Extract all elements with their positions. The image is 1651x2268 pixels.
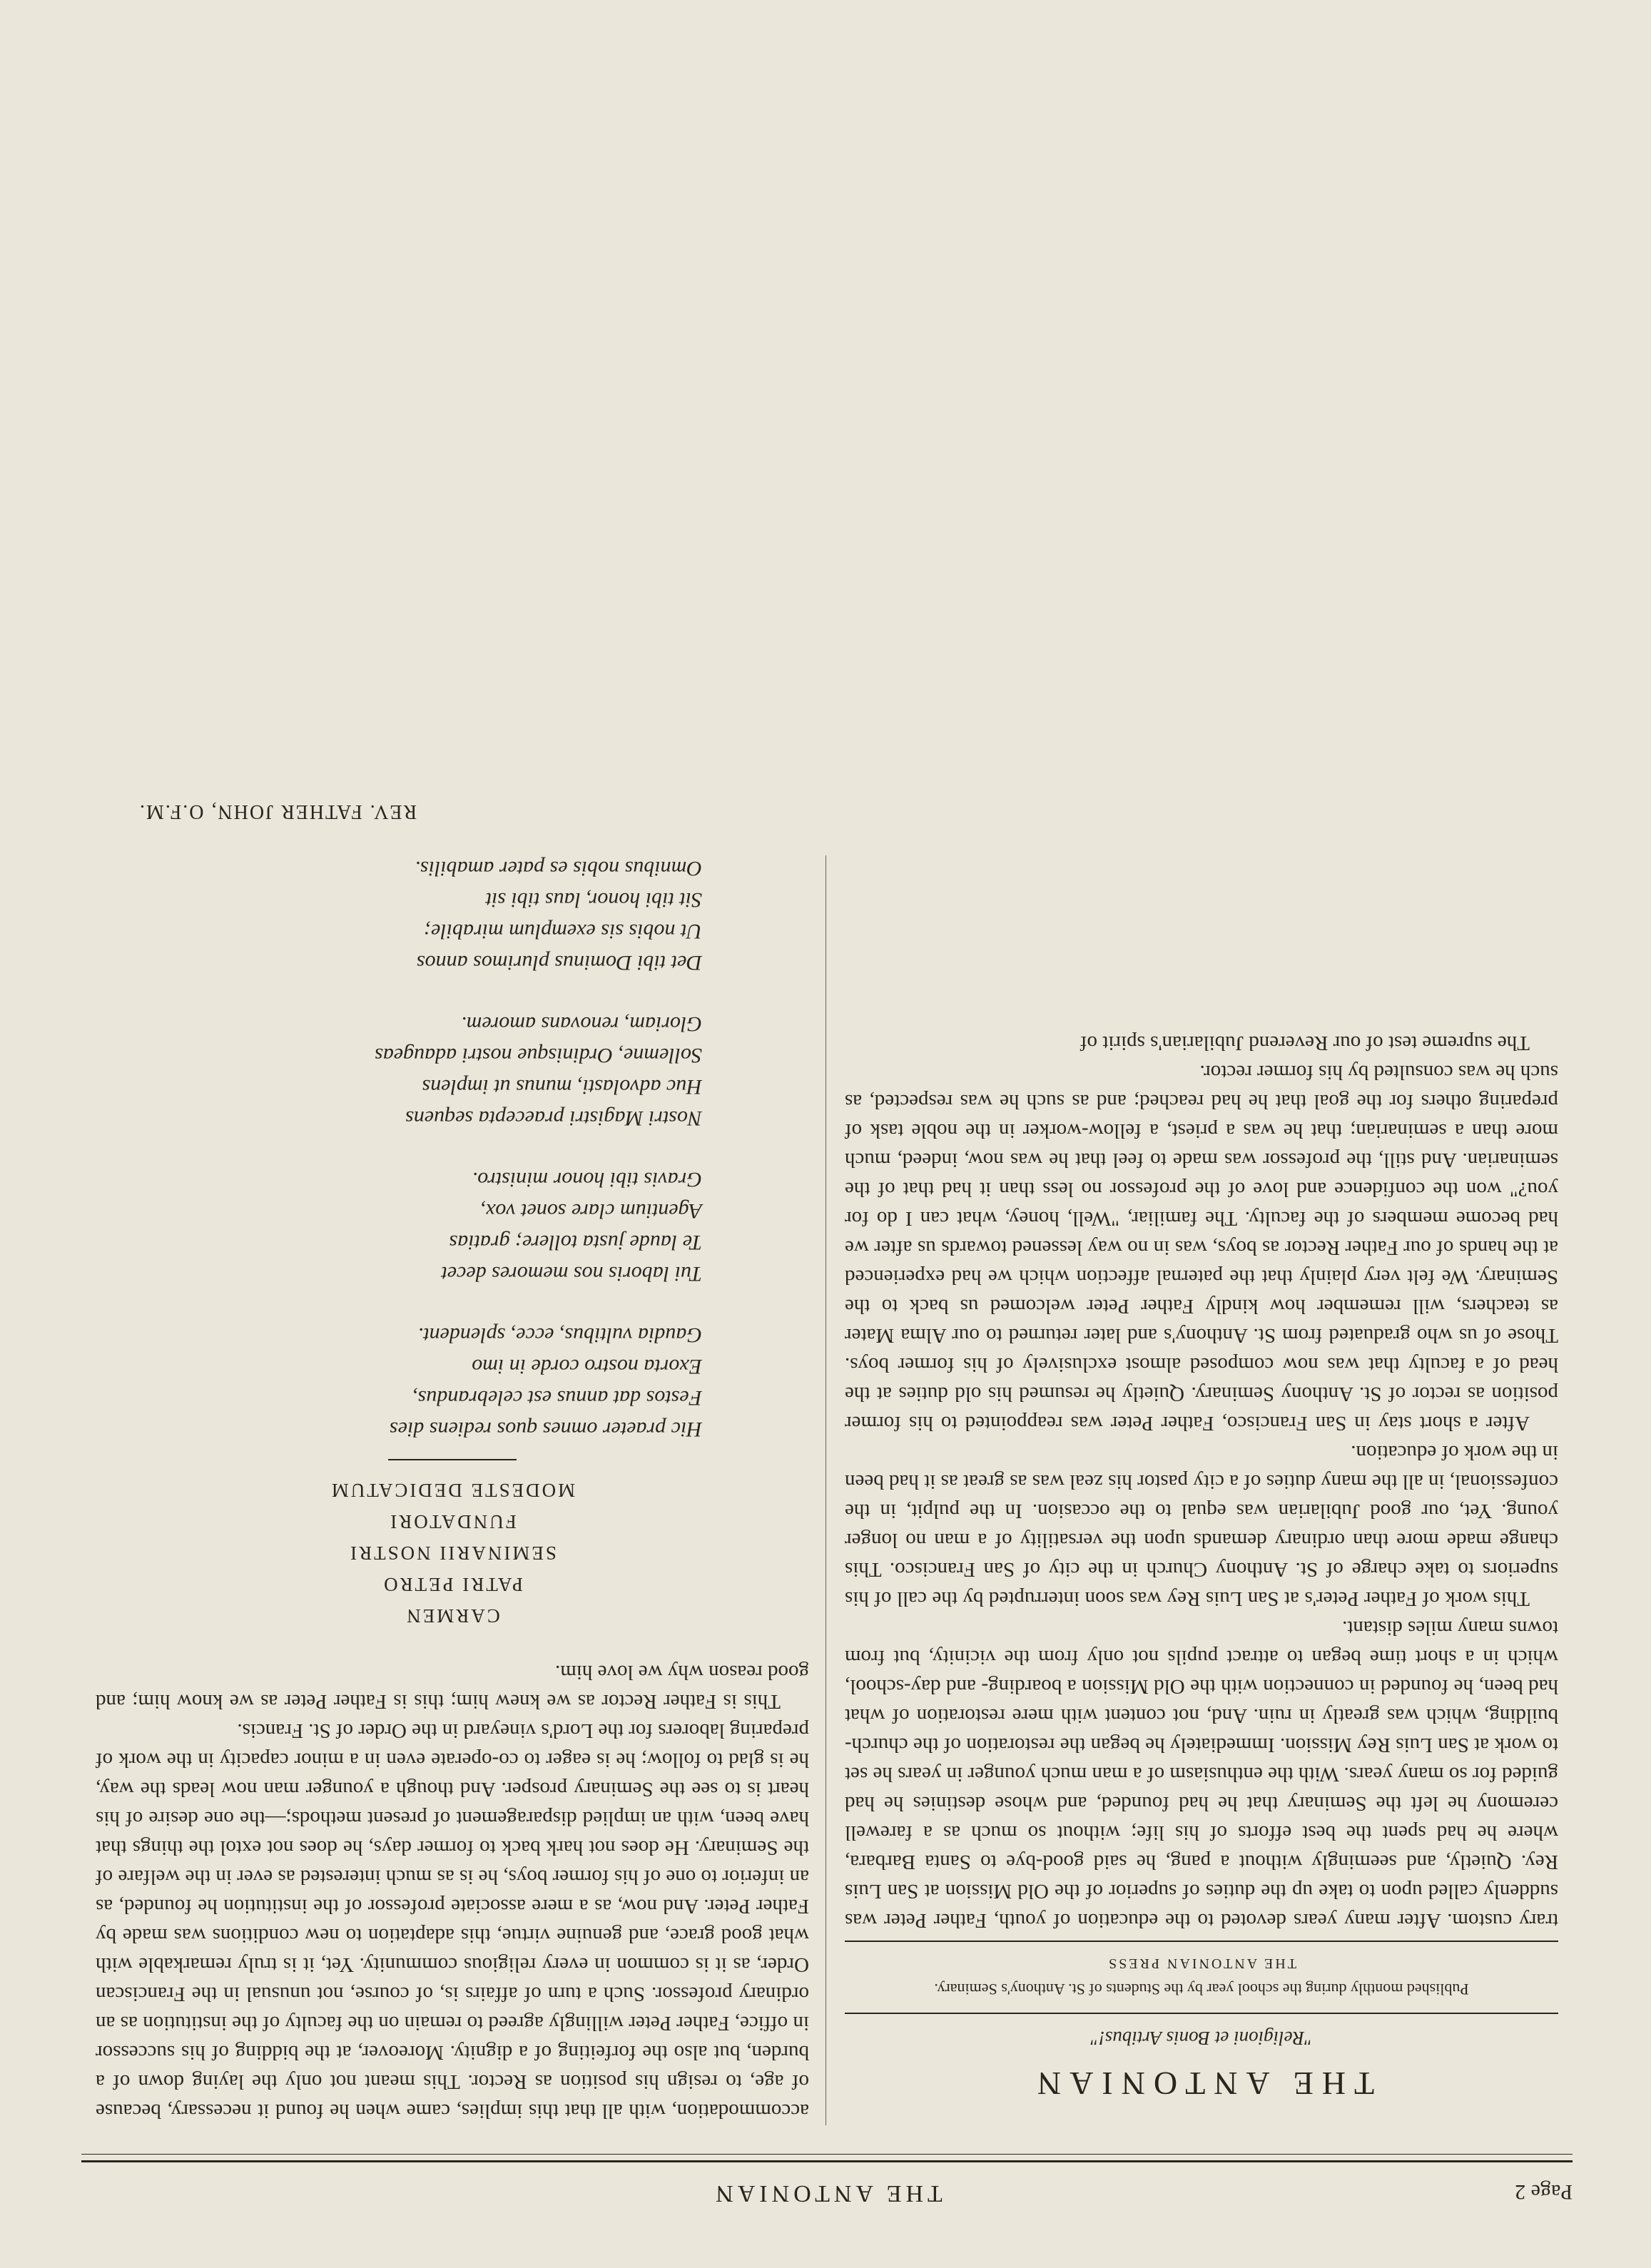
poem-heading-line: MODESTE DEDICATUM xyxy=(329,1480,576,1501)
poem-heading-line: CARMEN xyxy=(405,1605,500,1627)
poem-heading xyxy=(96,1475,809,1632)
masthead-motto: "Religioni et Bonis Artibus!" xyxy=(1090,2028,1313,2049)
masthead-rule xyxy=(845,2013,1558,2014)
verse-line: Gloriam, renovans amorem. xyxy=(461,1012,702,1036)
paragraph: This is Father Rector as we knew him; this is Father Peter as we know him; and good reason why we love him. xyxy=(96,1661,809,1713)
verse-line: Gaudia vultibus, ecce, splendent. xyxy=(417,1323,702,1347)
verse-line: Festos dat annus est celebrandus, xyxy=(412,1386,702,1410)
article-body-left xyxy=(845,1028,1558,1935)
verse-line: Ut nobis sis exemplum mirabile; xyxy=(424,920,702,943)
verse-line: Gravis tibi honor ministro. xyxy=(472,1168,702,1191)
masthead xyxy=(845,1941,1558,2102)
verse-line: Te laude justa tollere; gratias xyxy=(449,1231,702,1254)
paragraph: After a short stay in San Francisco, Father Peter was reappointed to his former position as rector of St. Anthony Seminary. Quietly he resumed his old duties at the head of a faculty that was now composed almost exclusively of his former boys. Those of us who graduated from St. Anthony's and later returned to our Alma Mater as teachers, will remember how kindly Father Peter welcomed us back to the Seminary. We felt very plainly that the paternal affection which we had experienced at the hands of our Father Rector as boys, was in no way lessened towards us after we had become members of the faculty. The familiar, "Well, honey, what can I do for you?" won the confidence and love of the professor no less than it had that of the seminarian. And still, the professor was made to feel that he was now, indeed, much more than a seminarian; that he was a priest, a fellow-worker in the noble task of preparing others for the goal that he had reached; and as such he was respected, as such he was consulted by his former rector. xyxy=(845,1061,1558,1435)
masthead-title: THE ANTONIAN xyxy=(1028,2065,1375,2102)
poem-heading-line: PATRI PETRO xyxy=(382,1574,523,1595)
paragraph: accommodation, with all that this implies, came when he found it necessary, because of age, to resign his position as Rector. This meant not only the laying down of a burden, but also the forfeiting of a dignity. Moreover, at the bidding of his successor in office, Father Peter willingly agreed to remain on the faculty of the institution as an ordinary professor. Such a turn of affairs is, of course, not unusual in the Franciscan Order, as it is common in every religious community. Yet, it is truly remarkable with what good grace, and genuine virtue, this adaptation to new conditions was made by Father Peter. And now, as a mere associate professor of the institution he founded, as an inferior to one of his former boys, he is as much interested as ever in the welfare of the Seminary. He does not hark back to former days, he does not extol the things that have been, with an implied disparagement of present methods;—the one desire of his heart is to see the Seminary prosper. And though a younger man now leads the way, he is glad to follow; he is eager to co-operate even in a minor capacity in the work of preparing laborers for the Lord's vineyard in the Order of St. Francis. xyxy=(96,1719,809,2122)
poem-rule xyxy=(388,1459,517,1460)
poem-signature: REV. FATHER JOHN, O.F.M. xyxy=(138,800,417,823)
left-column xyxy=(845,1028,1558,2125)
right-column xyxy=(96,800,809,2125)
verse-line: Sollemne, Ordinisque nostri adaugeas xyxy=(375,1044,702,1067)
article-body-right xyxy=(96,1657,809,2125)
paragraph: trary custom. After many years devoted to the education of youth, Father Peter was suddenly called upon to take up the duties of superior of the Old Mission at San Luis Rey. Quietly, and seemingly without a pang, he said good-bye to Santa Barbara, where he had spent the best efforts of his life; without so much as a farewell ceremony he left the Seminary that he had founded, and whose destinies he had guided for so many years. With the enthusiasm of a man much younger in years he set to work at San Luis Rey Mission. Immediately he began the restoration of the church-building, which was greatly in ruin. And, not content with mere restoration of what had been, he founded in connection with the Old Mission a boarding- and day-school, which in a short time began to attract pupils not only from the vicinity, but from towns many miles distant. xyxy=(845,1617,1558,1932)
verse-line: Tui laboris nos memores decet xyxy=(441,1262,702,1286)
paragraph: The supreme test of our Reverend Jubilarian's spirit of xyxy=(1080,1032,1530,1054)
verse-line: Det tibi Dominus plurimos annos xyxy=(416,951,702,975)
publication-info: Published monthly during the school year by the Students of St. Anthony's Seminary. xyxy=(934,1980,1469,1998)
paragraph: This work of Father Peter's at San Luis Rey was soon interrupted by the call of his superiors to take charge of St. Anthony Church in the city of San Francisco. This change made more than ordinary demands upon the versatility of a man no longer young. Yet, our good Jubilarian was equal to the occasion. In the pulpit, in the confessional, in all the many duties of a city pastor his zeal was as great as it had been in the work of education. xyxy=(845,1441,1558,1610)
masthead-rule xyxy=(845,1941,1558,1942)
running-head-title: THE ANTONIAN xyxy=(711,2180,943,2207)
verse-line: Hic praeter omnes quos rediens dies xyxy=(390,1418,702,1441)
verse-line: Huc advolasti, munus ut implens xyxy=(422,1075,702,1099)
stanza xyxy=(96,1008,702,1134)
page-number: Page 2 xyxy=(1515,2180,1573,2204)
verse-line: Exorta nostro corde in imo xyxy=(472,1355,702,1378)
verse-line: Sit tibi honor, laus tibi sit xyxy=(485,888,702,912)
press-name: THE ANTONIAN PRESS xyxy=(1107,1956,1296,1971)
poem-heading-line: SEMINARII NOSTRI xyxy=(348,1542,557,1564)
header-rule xyxy=(81,2154,1573,2162)
stanza xyxy=(96,1164,702,1289)
poem-heading-line: FUNDATORI xyxy=(388,1511,517,1532)
stanza xyxy=(96,853,702,978)
verse-line: Omnibus nobis es pater amabilis. xyxy=(415,857,702,880)
verse-line: Nostri Magistri praecepta sequens xyxy=(405,1107,702,1130)
running-head xyxy=(81,2168,1573,2211)
stanza xyxy=(96,1319,702,1445)
verse-line: Agentium clare sonet vox, xyxy=(480,1199,702,1223)
